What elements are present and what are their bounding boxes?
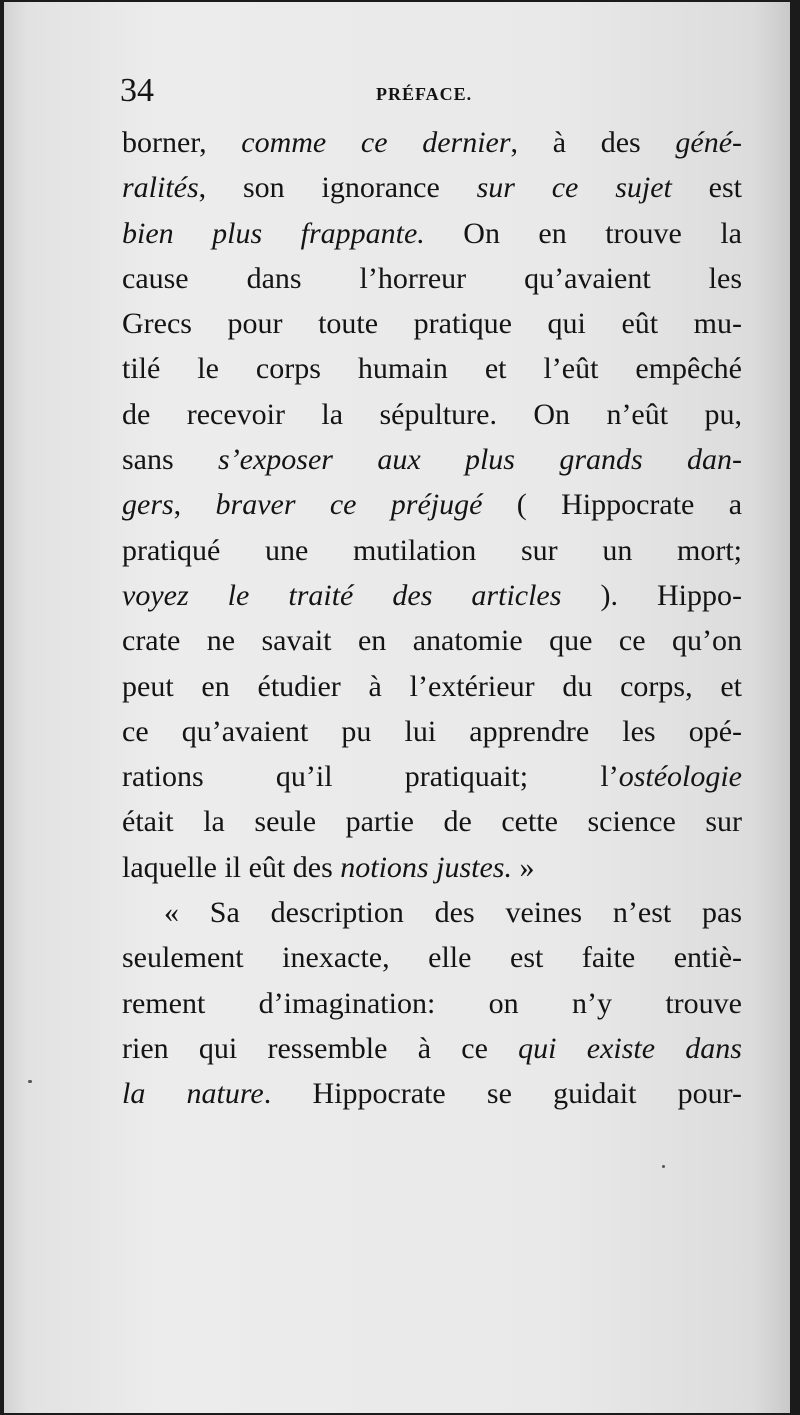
text-run: crate ne savait en anatomie que ce qu’on <box>122 624 742 658</box>
italic-text: qui existe dans <box>518 1031 742 1065</box>
text-run: laquelle il eût des <box>122 850 341 884</box>
text-line <box>122 573 742 618</box>
text-run: , <box>173 488 216 522</box>
text-line <box>122 1026 742 1071</box>
text-run: , son ignorance <box>198 171 477 205</box>
italic-text: comme ce dernier <box>241 126 511 159</box>
text-line <box>122 301 742 346</box>
text-run: seulement inexacte, elle est faite entiè- <box>122 941 742 975</box>
text-run: . Hippocrate se guidait pour- <box>263 1077 742 1111</box>
italic-text: bien plus frappante. <box>122 216 425 250</box>
text-line <box>122 528 742 573</box>
text-line <box>122 120 742 165</box>
text-run: pratiqué une mutilation sur un mort; <box>122 533 742 567</box>
text-run: sans <box>122 443 219 477</box>
text-line <box>122 935 742 980</box>
text-line <box>122 482 742 527</box>
text-line <box>122 890 742 935</box>
text-run: On en trouve la <box>424 216 742 250</box>
body-text <box>122 120 742 1117</box>
text-run: de recevoir la sépulture. On n’eût pu, <box>122 397 742 431</box>
text-line <box>122 664 742 709</box>
ink-speck <box>662 1165 665 1168</box>
text-run: peut en étudier à l’extérieur du corps, et <box>122 669 742 703</box>
italic-text: gers <box>122 488 174 522</box>
page-header <box>120 72 740 120</box>
text-run: « Sa description des veines n’est pas <box>164 896 742 930</box>
italic-text: sur ce sujet <box>476 171 672 205</box>
text-line <box>122 165 742 210</box>
text-run: , à des <box>510 126 676 159</box>
text-line <box>122 754 742 799</box>
italic-text: s’exposer aux plus grands dan- <box>218 443 742 477</box>
page-number: 34 <box>120 72 154 109</box>
italic-text: géné- <box>675 126 742 159</box>
text-line <box>122 1071 742 1116</box>
text-line <box>122 845 742 890</box>
text-run: ). Hippo- <box>561 578 742 612</box>
text-line <box>122 211 742 256</box>
italic-text: notions justes. <box>340 850 512 884</box>
text-run: tilé le corps humain et l’eût empêché <box>122 352 742 386</box>
text-run: était la seule partie de cette science sur <box>122 805 742 839</box>
ink-speck <box>28 1080 32 1083</box>
text-run: Grecs pour toute pratique qui eût mu- <box>122 307 742 341</box>
running-head: PRÉFACE. <box>376 84 473 104</box>
text-run: rement d’imagination: on n’y trouve <box>122 986 742 1020</box>
text-line <box>122 256 742 301</box>
text-line <box>122 346 742 391</box>
text-line <box>122 981 742 1026</box>
text-run: rations qu’il pratiquait; l’ <box>122 760 619 794</box>
page-edge-shadow <box>790 0 800 1415</box>
italic-text: braver ce préjugé <box>215 488 483 522</box>
italic-text: ralités <box>122 171 199 205</box>
italic-text: ostéologie <box>618 760 742 794</box>
text-run: ce qu’avaient pu lui apprendre les opé- <box>122 714 742 748</box>
italic-text: la nature <box>122 1077 264 1111</box>
text-run: est <box>671 171 743 205</box>
text-run: rien qui ressemble à ce <box>122 1031 519 1065</box>
text-run: ( Hippocrate a <box>482 488 743 522</box>
text-run: » <box>511 850 535 884</box>
text-run: cause dans l’horreur qu’avaient les <box>122 261 742 295</box>
text-line <box>122 437 742 482</box>
text-line <box>122 799 742 844</box>
text-line <box>122 709 742 754</box>
text-line <box>122 392 742 437</box>
italic-text: voyez le traité des articles <box>122 578 562 612</box>
book-page <box>4 2 792 1413</box>
text-run: borner, <box>122 126 242 159</box>
text-line <box>122 618 742 663</box>
